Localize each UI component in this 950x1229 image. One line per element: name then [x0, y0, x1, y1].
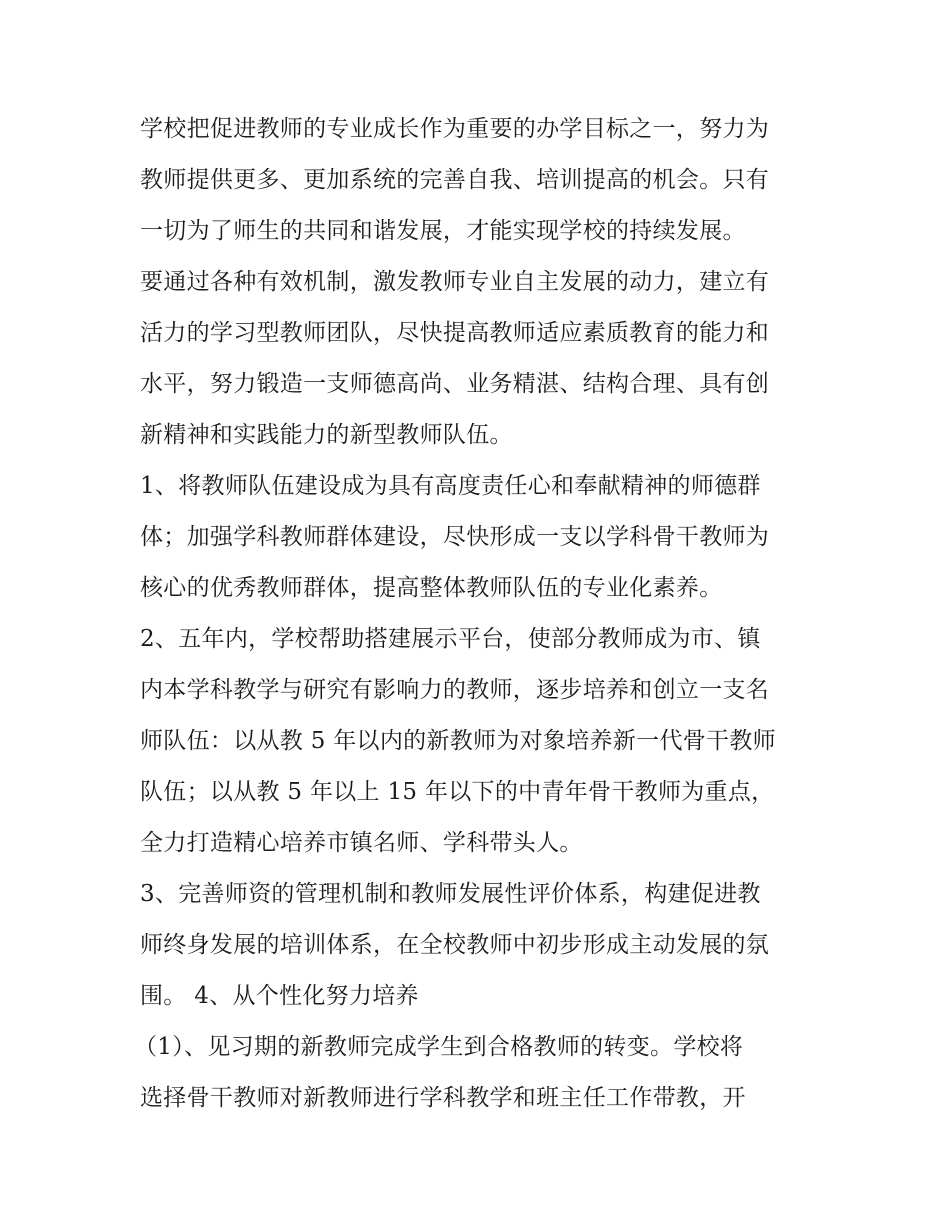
text-line: 水平，努力锻造一支师德高尚、业务精湛、结构合理、具有创: [140, 371, 770, 397]
text-line: 活力的学习型教师团队，尽快提高教师适应素质教育的能力和: [140, 320, 770, 346]
text-line: 新精神和实践能力的新型教师队伍。: [140, 422, 513, 448]
text-line: 2、五年内，学校帮助搭建展示平台，使部分教师成为市、镇: [140, 626, 761, 652]
text-line: 全力打造精心培养市镇名师、学科带头人。: [140, 830, 583, 856]
text-line: 要通过各种有效机制，激发教师专业自主发展的动力，建立有: [140, 269, 770, 295]
text-line: 师终身发展的培训体系，在全校教师中初步形成主动发展的氛: [140, 932, 770, 958]
text-line: 教师提供更多、更加系统的完善自我、培训提高的机会。只有: [140, 167, 770, 193]
text-line: 队伍；以从教 5 年以上 15 年以下的中青年骨干教师为重点，: [140, 779, 775, 805]
text-line: 师队伍：以从教 5 年以内的新教师为对象培养新一代骨干教师: [140, 728, 776, 754]
document-body: [134, 104, 820, 1124]
text-line: 一切为了师生的共同和谐发展，才能实现学校的持续发展。: [140, 218, 746, 244]
text-line: 核心的优秀教师群体，提高整体教师队伍的专业化素养。: [140, 575, 723, 601]
text-line: 选择骨干教师对新教师进行学科教学和班主任工作带教，开: [140, 1085, 746, 1111]
text-line: 体；加强学科教师群体建设，尽快形成一支以学科骨干教师为: [140, 524, 770, 550]
text-line: 学校把促进教师的专业成长作为重要的办学目标之一，努力为: [140, 116, 770, 142]
text-line: （1）、见习期的新教师完成学生到合格教师的转变。学校将: [134, 1034, 744, 1060]
text-line: 内本学科教学与研究有影响力的教师，逐步培养和创立一支名: [140, 677, 770, 703]
text-line: 1、将教师队伍建设成为具有高度责任心和奉献精神的师德群: [140, 473, 761, 499]
text-line: 围。 4、从个性化努力培养: [140, 983, 419, 1009]
text-line: 3、完善师资的管理机制和教师发展性评价体系，构建促进教: [140, 881, 761, 907]
